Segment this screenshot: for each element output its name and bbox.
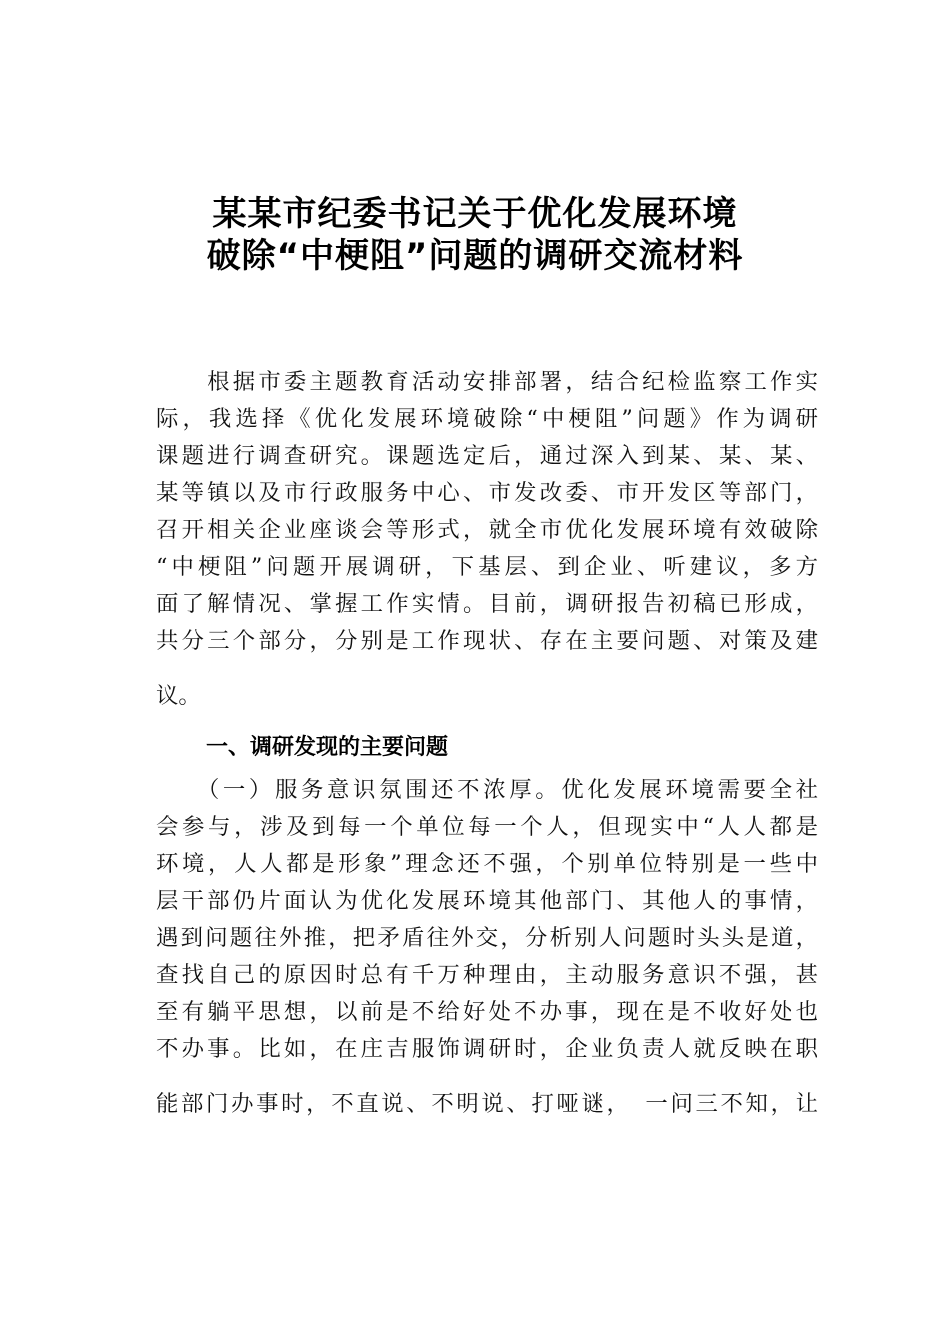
paragraph-line: 召开相关企业座谈会等形式，就全市优化发展环境有效破除 — [156, 517, 818, 543]
document-title-line-2: 破除“中梗阻”问题的调研交流材料 — [206, 236, 744, 276]
paragraph-line: 课题进行调查研究。课题选定后，通过深入到某、某、某、 — [156, 443, 818, 469]
paragraph-line: 环境，人人都是形象”理念还不强，个别单位特别是一些中 — [156, 851, 818, 877]
paragraph-line: 遇到问题往外推，把矛盾往外交，分析别人问题时头头是道， — [156, 925, 818, 951]
paragraph-line: 层干部仍片面认为优化发展环境其他部门、其他人的事情， — [156, 888, 818, 914]
document-title-line-1: 某某市纪委书记关于优化发展环境 — [212, 194, 738, 234]
paragraph-line: 共分三个部分，分别是工作现状、存在主要问题、对策及建 — [156, 628, 818, 654]
section-heading: 一、调研发现的主要问题 — [206, 735, 449, 760]
paragraph-line: 至有躺平思想，以前是不给好处不办事，现在是不收好处也 — [156, 999, 818, 1025]
paragraph-line: 根据市委主题教育活动安排部署，结合纪检监察工作实 — [156, 369, 818, 395]
paragraph-line: 查找自己的原因时总有千万种理由，主动服务意识不强，甚 — [156, 962, 818, 988]
paragraph-line: 不办事。比如，在庄吉服饰调研时，企业负责人就反映在职 — [156, 1036, 818, 1062]
paragraph-line: 会参与，涉及到每一个单位每一个人，但现实中“人人都是 — [156, 814, 818, 840]
paragraph-line: “中梗阻”问题开展调研，下基层、到企业、听建议，多方 — [156, 554, 818, 580]
paragraph-line: 面了解情况、掌握工作实情。目前，调研报告初稿已形成， — [156, 591, 818, 617]
paragraph-line: 议。 — [156, 683, 201, 709]
paragraph-line: 际，我选择《优化发展环境破除“中梗阻”问题》作为调研 — [156, 406, 818, 432]
paragraph-line: 能部门办事时，不直说、不明说、打哑谜， 一问三不知，让 — [156, 1091, 818, 1117]
paragraph-line: 某等镇以及市行政服务中心、市发改委、市开发区等部门， — [156, 480, 818, 506]
paragraph-line: （一）服务意识氛围还不浓厚。优化发展环境需要全社 — [156, 777, 818, 803]
